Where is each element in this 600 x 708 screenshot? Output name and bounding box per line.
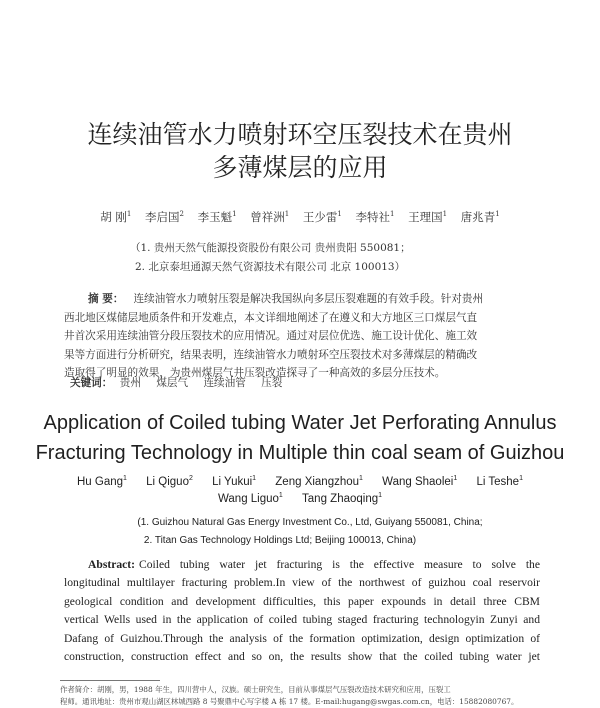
author-footnote: [60, 684, 540, 708]
chinese-abstract-line: 井首次采用连续油管分段压裂技术的应用情况。通过对层位优选、施工设计优化、施工效: [64, 330, 478, 342]
author: Li Qiguo$^2$: [146, 475, 193, 488]
english-title: [0, 408, 600, 468]
chinese-abstract-line: 摘 要： 连续油管水力喷射压裂是解决我国纵向多层压裂难题的有效手段。针对贵州: [88, 293, 484, 305]
chinese-abstract: [64, 290, 536, 383]
english-affiliation-1: (1. Guizhou Natural Gas Energy Investment Co., Ltd, Guiyang 550081, China;: [137, 517, 483, 528]
keywords-label: 关键词：: [70, 377, 113, 389]
author: Wang Liguo$^1$: [217, 492, 283, 505]
chinese-keywords: [70, 375, 294, 390]
author: Hu Gang$^1$: [77, 475, 127, 488]
keyword: 煤层气: [156, 377, 189, 389]
footnote-line: 作者简介：胡刚，男，1988 年生，四川营中人，汉族。硕士研究生，目前从事煤层气压裂改造技术研究和应用，压裂工: [60, 685, 451, 694]
english-title-line-1: Application of Coiled tubing Water Jet Perforating Annulus: [43, 412, 557, 434]
author: Li Teshe$^1$: [476, 475, 523, 488]
chinese-title-line-1: 连续油管水力喷射环空压裂技术在贵州: [87, 120, 513, 149]
chinese-affiliation-1: （1. 贵州天然气能源投资股份有限公司 贵州贵阳 550081；: [130, 242, 411, 254]
author: 李特社$^1$: [355, 210, 395, 224]
keyword: 连续油管: [203, 377, 246, 389]
keyword: 贵州: [119, 377, 141, 389]
english-title-line-2: Fracturing Technology in Multiple thin coal seam of Guizhou: [35, 442, 565, 464]
english-abstract-line: vertical Wells used in the application of coiled tubing staged fracturing technologyin Zunyi and: [64, 613, 540, 627]
english-author-list: [0, 474, 600, 508]
chinese-abstract-line: 造取得了明显的效果，为贵州煤层气井压裂改造探寻了一种高效的多层分压技术。: [64, 367, 446, 379]
author: 曾祥洲$^1$: [250, 210, 290, 224]
english-abstract-line: construction, construction effect and so on, the results show that the coiled tubing water jet: [64, 650, 540, 664]
chinese-title-line-2: 多薄煤层的应用: [212, 153, 388, 182]
english-abstract-line: geological condition and development difficulties, this paper expounds in detail three CBM: [64, 594, 540, 608]
author: Tang Zhaoqing$^1$: [302, 492, 383, 505]
author: 王少雷$^1$: [302, 210, 342, 224]
author: 胡 刚$^1$: [100, 210, 132, 224]
english-abstract: [64, 556, 540, 666]
english-abstract-line: Abstract: Coiled tubing water jet fracturing is the effective measure to solve the: [88, 558, 540, 571]
english-abstract-label: Abstract:: [88, 558, 136, 571]
chinese-abstract-label: 摘 要：: [88, 293, 124, 305]
author: 李启国$^2$: [145, 210, 184, 224]
author: 王理国$^1$: [408, 210, 448, 224]
chinese-title: [0, 118, 600, 184]
author: Wang Shaolei$^1$: [382, 475, 458, 488]
english-author-row-1: [0, 474, 600, 491]
chinese-author-list: [0, 209, 600, 225]
english-abstract-line: longitudinal multilayer fracturing problem.In view of the northwest of guizhou coal reservoir: [64, 576, 540, 590]
author: 李玉魁$^1$: [197, 210, 237, 224]
footnote-divider: [60, 680, 160, 681]
english-affiliation-2: 2. Titan Gas Technology Holdings Ltd; Beijing 100013, China): [143, 535, 417, 546]
english-author-row-2: [0, 491, 600, 508]
english-abstract-line: Dafang of Guizhou.Through the analysis of the formation optimization, design optimization of: [64, 631, 540, 645]
chinese-abstract-line: 西北地区煤储层地质条件和开发难点，本文详细地阐述了在遵义和大方地区三口煤层气直: [64, 311, 478, 324]
footnote-line: 程师。通讯地址：贵州市观山湖区林城西路 8 号聚鼎中心写字楼 A 栋 17 楼。E-mail:hugang@swgas.com.cn，电话：15882080767。: [60, 697, 519, 706]
author: 唐兆青$^1$: [460, 210, 500, 224]
author: Li Yukui$^1$: [212, 475, 257, 488]
author: Zeng Xiangzhou$^1$: [275, 475, 363, 488]
chinese-abstract-line: 果等方面进行分析研究，结果表明，连续油管水力喷射环空压裂技术对多薄煤层的精确改: [64, 348, 478, 361]
chinese-affiliation-2: 2. 北京泰坦通源天然气资源技术有限公司 北京 100013）: [135, 261, 406, 273]
keyword: 压裂: [261, 377, 283, 389]
